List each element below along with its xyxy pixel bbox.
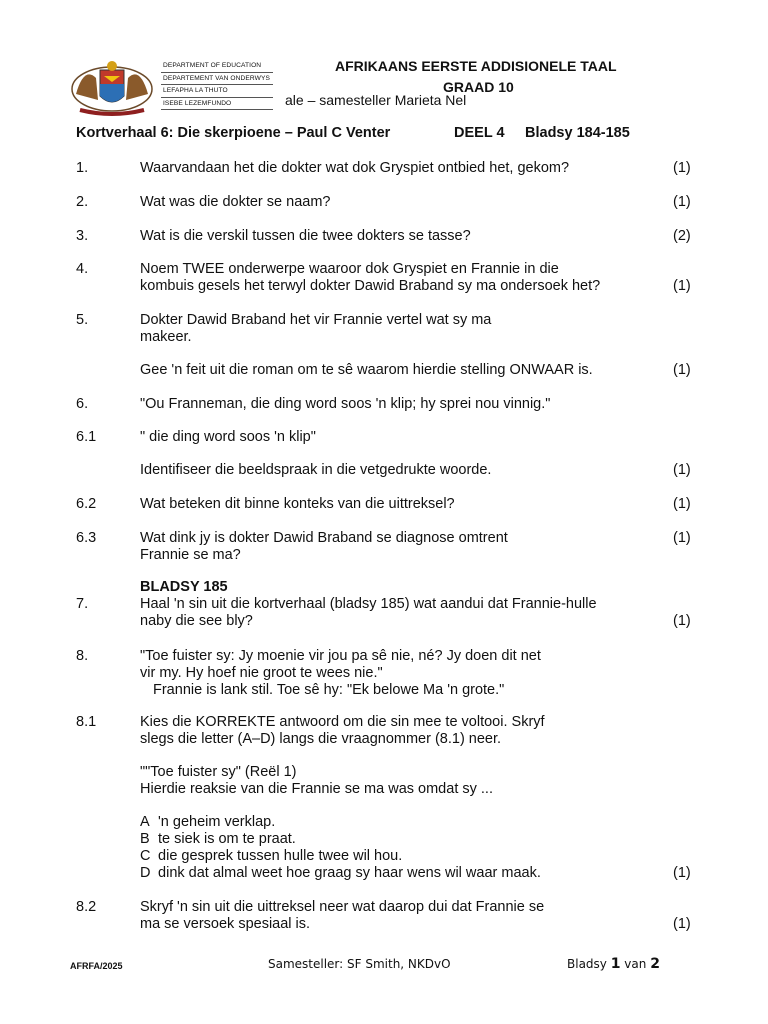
question-mark: (1) bbox=[673, 160, 691, 176]
question-mark: (1) bbox=[673, 362, 691, 378]
footer-compiler: Samesteller: SF Smith, NKDvO bbox=[268, 957, 451, 971]
question-mark: (1) bbox=[673, 194, 691, 210]
question-number: 3. bbox=[76, 228, 89, 244]
department-line: LEFAPHA LA THUTO bbox=[161, 85, 273, 98]
question-text: naby die see bly? bbox=[140, 613, 253, 629]
question-mark: (1) bbox=[673, 530, 691, 546]
question-text: Wat beteken dit binne konteks van die uittreksel? bbox=[140, 496, 455, 512]
question-mark: (1) bbox=[673, 278, 691, 294]
question-mark: (2) bbox=[673, 228, 691, 244]
story-heading: Kortverhaal 6: Die skerpioene – Paul C Venter bbox=[76, 125, 391, 141]
question-instruction: Gee 'n feit uit die roman om te sê waarom hierdie stelling ONWAAR is. bbox=[140, 362, 593, 378]
question-number: 8.2 bbox=[76, 899, 97, 915]
question-text: Skryf 'n sin uit die uittreksel neer wat daarop dui dat Frannie se bbox=[140, 899, 545, 915]
question-mark: (1) bbox=[673, 462, 691, 478]
question-quote: "Ou Franneman, die ding word soos 'n klip; hy sprei nou vinnig." bbox=[140, 396, 551, 412]
footer-code: AFRFA/2025 bbox=[70, 961, 123, 971]
answer-option bbox=[140, 814, 660, 831]
question-text: ma se versoek spesiaal is. bbox=[140, 916, 311, 932]
question-text: Dokter Dawid Braband het vir Frannie vertel wat sy ma bbox=[140, 312, 492, 328]
page-reference: Bladsy 184-185 bbox=[525, 125, 630, 141]
current-page: 1 bbox=[610, 956, 621, 972]
question-quote: " die ding word soos 'n klip" bbox=[140, 429, 316, 445]
section-heading-text: BLADSY 185 bbox=[140, 579, 228, 595]
question-text: Haal 'n sin uit die kortverhaal (bladsy 185) wat aandui dat Frannie-hulle bbox=[140, 596, 597, 612]
question-quote: "Toe fuister sy: Jy moenie vir jou pa sê nie, né? Jy doen dit net bbox=[140, 648, 541, 664]
question-text: Frannie se ma? bbox=[140, 547, 241, 563]
question-mark: (1) bbox=[673, 865, 691, 881]
question-text: Wat is die verskil tussen die twee dokters se tasse? bbox=[140, 228, 471, 244]
option-letter: B bbox=[140, 831, 150, 847]
question-quote: vir my. Hy hoef nie groot te wees nie." bbox=[140, 665, 383, 681]
question-number: 7. bbox=[76, 596, 89, 612]
question-text: kombuis gesels het terwyl dokter Dawid Braband sy ma ondersoek het? bbox=[140, 278, 601, 294]
document-title: AFRIKAANS EERSTE ADDISIONELE TAAL bbox=[335, 58, 617, 74]
of-word: van bbox=[624, 957, 647, 971]
option-text: die gesprek tussen hulle twee wil hou. bbox=[158, 848, 403, 864]
question-text: Waarvandaan het die dokter wat dok Gryspiet ontbied het, gekom? bbox=[140, 160, 570, 176]
question-number: 8.1 bbox=[76, 714, 97, 730]
total-pages: 2 bbox=[650, 956, 660, 972]
option-letter: A bbox=[140, 814, 150, 830]
question-text: Wat was die dokter se naam? bbox=[140, 194, 331, 210]
question-number: 8. bbox=[76, 648, 89, 664]
question-mark: (1) bbox=[673, 916, 691, 932]
question-number: 4. bbox=[76, 261, 89, 277]
footer-page-number bbox=[567, 956, 660, 972]
compiler-credit: ale – samesteller Marieta Nel bbox=[285, 92, 467, 108]
answer-option bbox=[140, 831, 660, 848]
question-number: 6.3 bbox=[76, 530, 97, 546]
question-text: Identifiseer die beeldspraak in die vetgedrukte woorde. bbox=[140, 462, 492, 478]
question-quote: Frannie is lank stil. Toe sê hy: "Ek belowe Ma 'n grote." bbox=[153, 682, 505, 698]
question-number: 1. bbox=[76, 160, 89, 176]
department-line: DEPARTMENT OF EDUCATION bbox=[161, 60, 273, 73]
question-text: makeer. bbox=[140, 329, 192, 345]
question-number: 6.1 bbox=[76, 429, 97, 445]
page-word: Bladsy bbox=[567, 957, 607, 971]
department-line: ISEBE LEZEMFUNDO bbox=[161, 98, 273, 111]
answer-option bbox=[140, 865, 660, 882]
answer-options bbox=[140, 814, 660, 882]
question-stem: Hierdie reaksie van die Frannie se ma was omdat sy ... bbox=[140, 781, 493, 797]
question-quote: ""Toe fuister sy" (Reël 1) bbox=[140, 764, 297, 780]
question-text: slegs die letter (A–D) langs die vraagnommer (8.1) neer. bbox=[140, 731, 502, 747]
option-text: 'n geheim verklap. bbox=[158, 814, 276, 830]
option-letter: D bbox=[140, 865, 151, 881]
question-number: 5. bbox=[76, 312, 89, 328]
question-text: Noem TWEE onderwerpe waaroor dok Gryspiet en Frannie in die bbox=[140, 261, 559, 277]
answer-option bbox=[140, 848, 660, 865]
option-text: te siek is om te praat. bbox=[158, 831, 296, 847]
option-text: dink dat almal weet hoe graag sy haar wens wil waar maak. bbox=[158, 865, 541, 881]
question-mark: (1) bbox=[673, 496, 691, 512]
provincial-coat-of-arms-logo bbox=[70, 56, 154, 118]
part-label: DEEL 4 bbox=[454, 125, 505, 141]
department-name-block bbox=[161, 60, 273, 110]
option-letter: C bbox=[140, 848, 151, 864]
question-number: 2. bbox=[76, 194, 89, 210]
question-number: 6.2 bbox=[76, 496, 97, 512]
question-number: 6. bbox=[76, 396, 89, 412]
question-text: Kies die KORREKTE antwoord om die sin mee te voltooi. Skryf bbox=[140, 714, 545, 730]
department-line: DEPARTEMENT VAN ONDERWYS bbox=[161, 73, 273, 86]
question-text: Wat dink jy is dokter Dawid Braband se diagnose omtrent bbox=[140, 530, 508, 546]
grade-title: GRAAD 10 bbox=[443, 79, 514, 95]
question-mark: (1) bbox=[673, 613, 691, 629]
